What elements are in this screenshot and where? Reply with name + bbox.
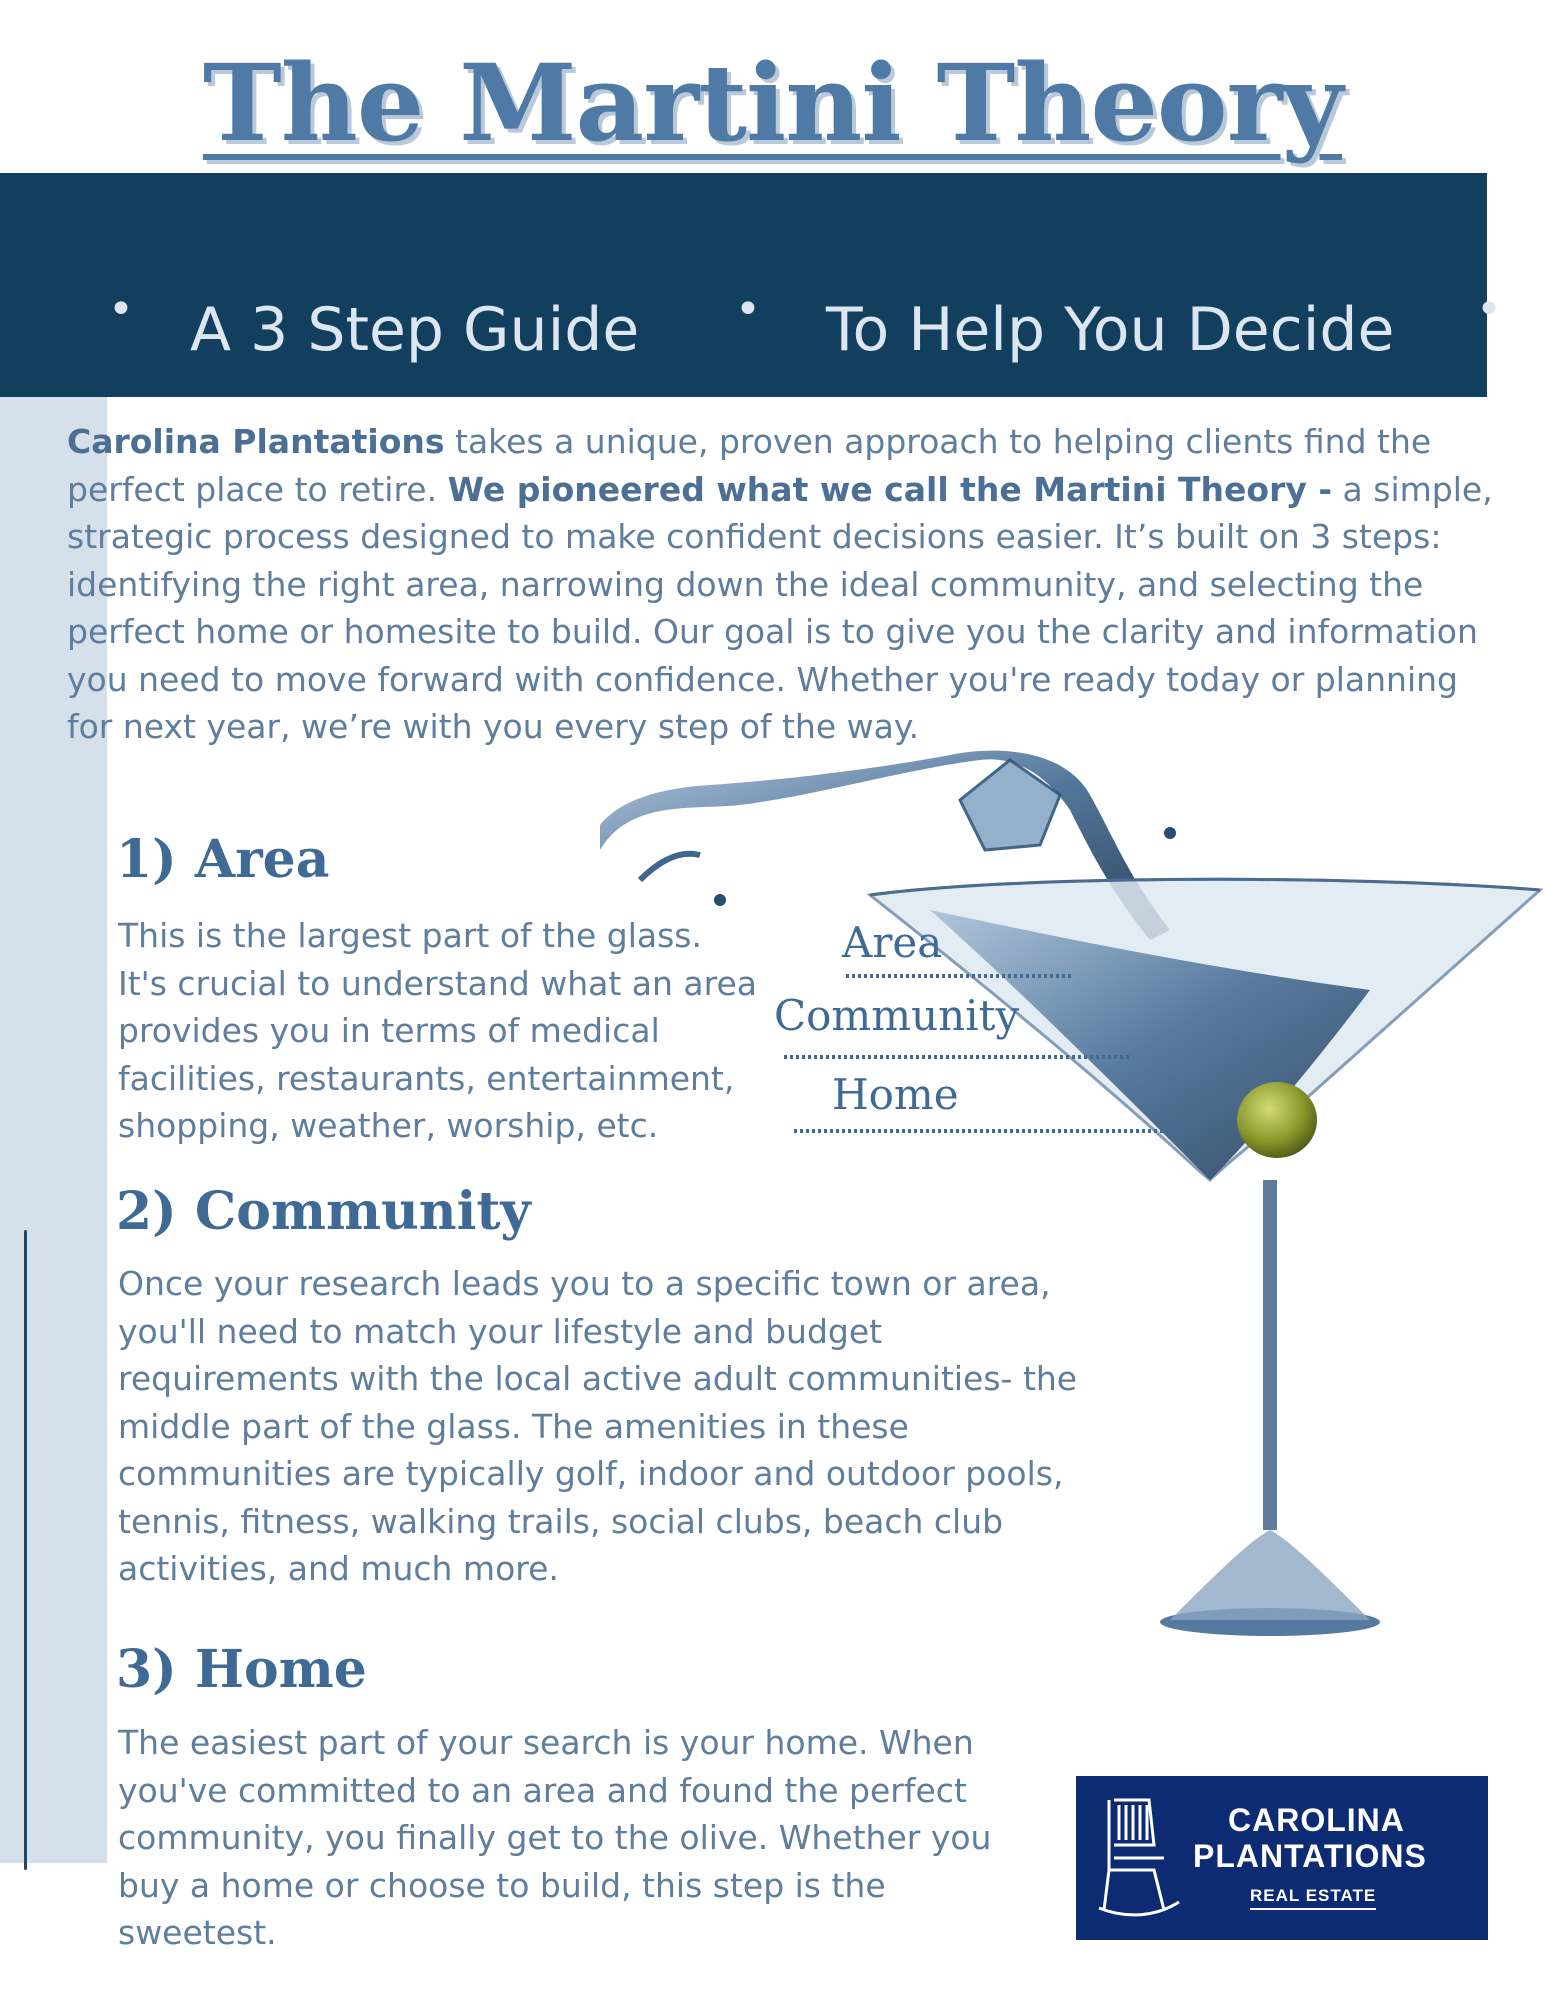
splash-droplet (1164, 827, 1176, 839)
page-title: The Martini Theory (202, 40, 1343, 165)
rocking-chair-icon (1094, 1790, 1184, 1920)
logo-text-plantations: PLANTATIONS (1193, 1838, 1427, 1874)
intro-text-1: takes a unique, proven approach to helping clients find the perfect place to retire. (67, 422, 1432, 509)
glass-label-community: Community (774, 991, 1020, 1040)
banner-bullet: • (735, 284, 761, 335)
glass-label-area: Area (842, 918, 943, 967)
banner-bullet: • (1476, 284, 1502, 335)
intro-emphasis: We pioneered what we call the Martini Theory - (447, 469, 1333, 509)
intro-paragraph (67, 418, 1507, 751)
banner-left-text: A 3 Step Guide (190, 295, 640, 365)
intro-text-2: a simple, strategic process designed to make confident decisions easier. It’s built on 3 steps: identifying the right area, narrowing down the ideal community, and selecting the perfect home or homesite to build. Our goal is to give you the clarity and information you need to move forward with confidence. Whether you're ready today or planning for next year, we’re with you every step of the way. (67, 469, 1493, 746)
intro-brand: Carolina Plantations (67, 422, 445, 461)
glass-stem-shadow (1263, 1180, 1277, 1530)
company-logo (1076, 1776, 1488, 1940)
section-body-area: This is the largest part of the glass. It's crucial to understand what an area provides you in terms of medical facilities, restaurants, entertainment, shopping, weather, worship, etc. (118, 916, 757, 1145)
logo-text-carolina: CAROLINA (1228, 1802, 1405, 1838)
section-body-home: The easiest part of your search is your home. When you've committed to an area and found the perfect community, you finally get to the olive. Whether you buy a home or choose to build, this step is the sweetest. (118, 1723, 992, 1952)
banner-right-text: To Help You Decide (826, 295, 1395, 365)
glass-foot (1170, 1530, 1370, 1620)
splash-drip (640, 854, 700, 880)
banner-bullet: • (108, 284, 134, 335)
section-heading-home: 3) Home (116, 1639, 367, 1700)
section-heading-community: 2) Community (116, 1181, 531, 1242)
martini-glass-illustration (570, 740, 1545, 1640)
olive (1237, 1082, 1317, 1158)
glass-label-home: Home (832, 1070, 959, 1119)
section-heading-area: 1) Area (116, 829, 330, 890)
left-decorative-line (24, 1230, 27, 1870)
splash-droplet (714, 894, 726, 906)
logo-text-real-estate: REAL ESTATE (1250, 1886, 1376, 1910)
section-body-community: Once your research leads you to a specific town or area, you'll need to match your lifestyle and budget requirements with the local active adult communities- the middle part of the glass. The amenities in these communities are typically golf, indoor and outdoor pools, tennis, fitness, walking trails, social clubs, beach club activities, and much more. (118, 1264, 1078, 1588)
